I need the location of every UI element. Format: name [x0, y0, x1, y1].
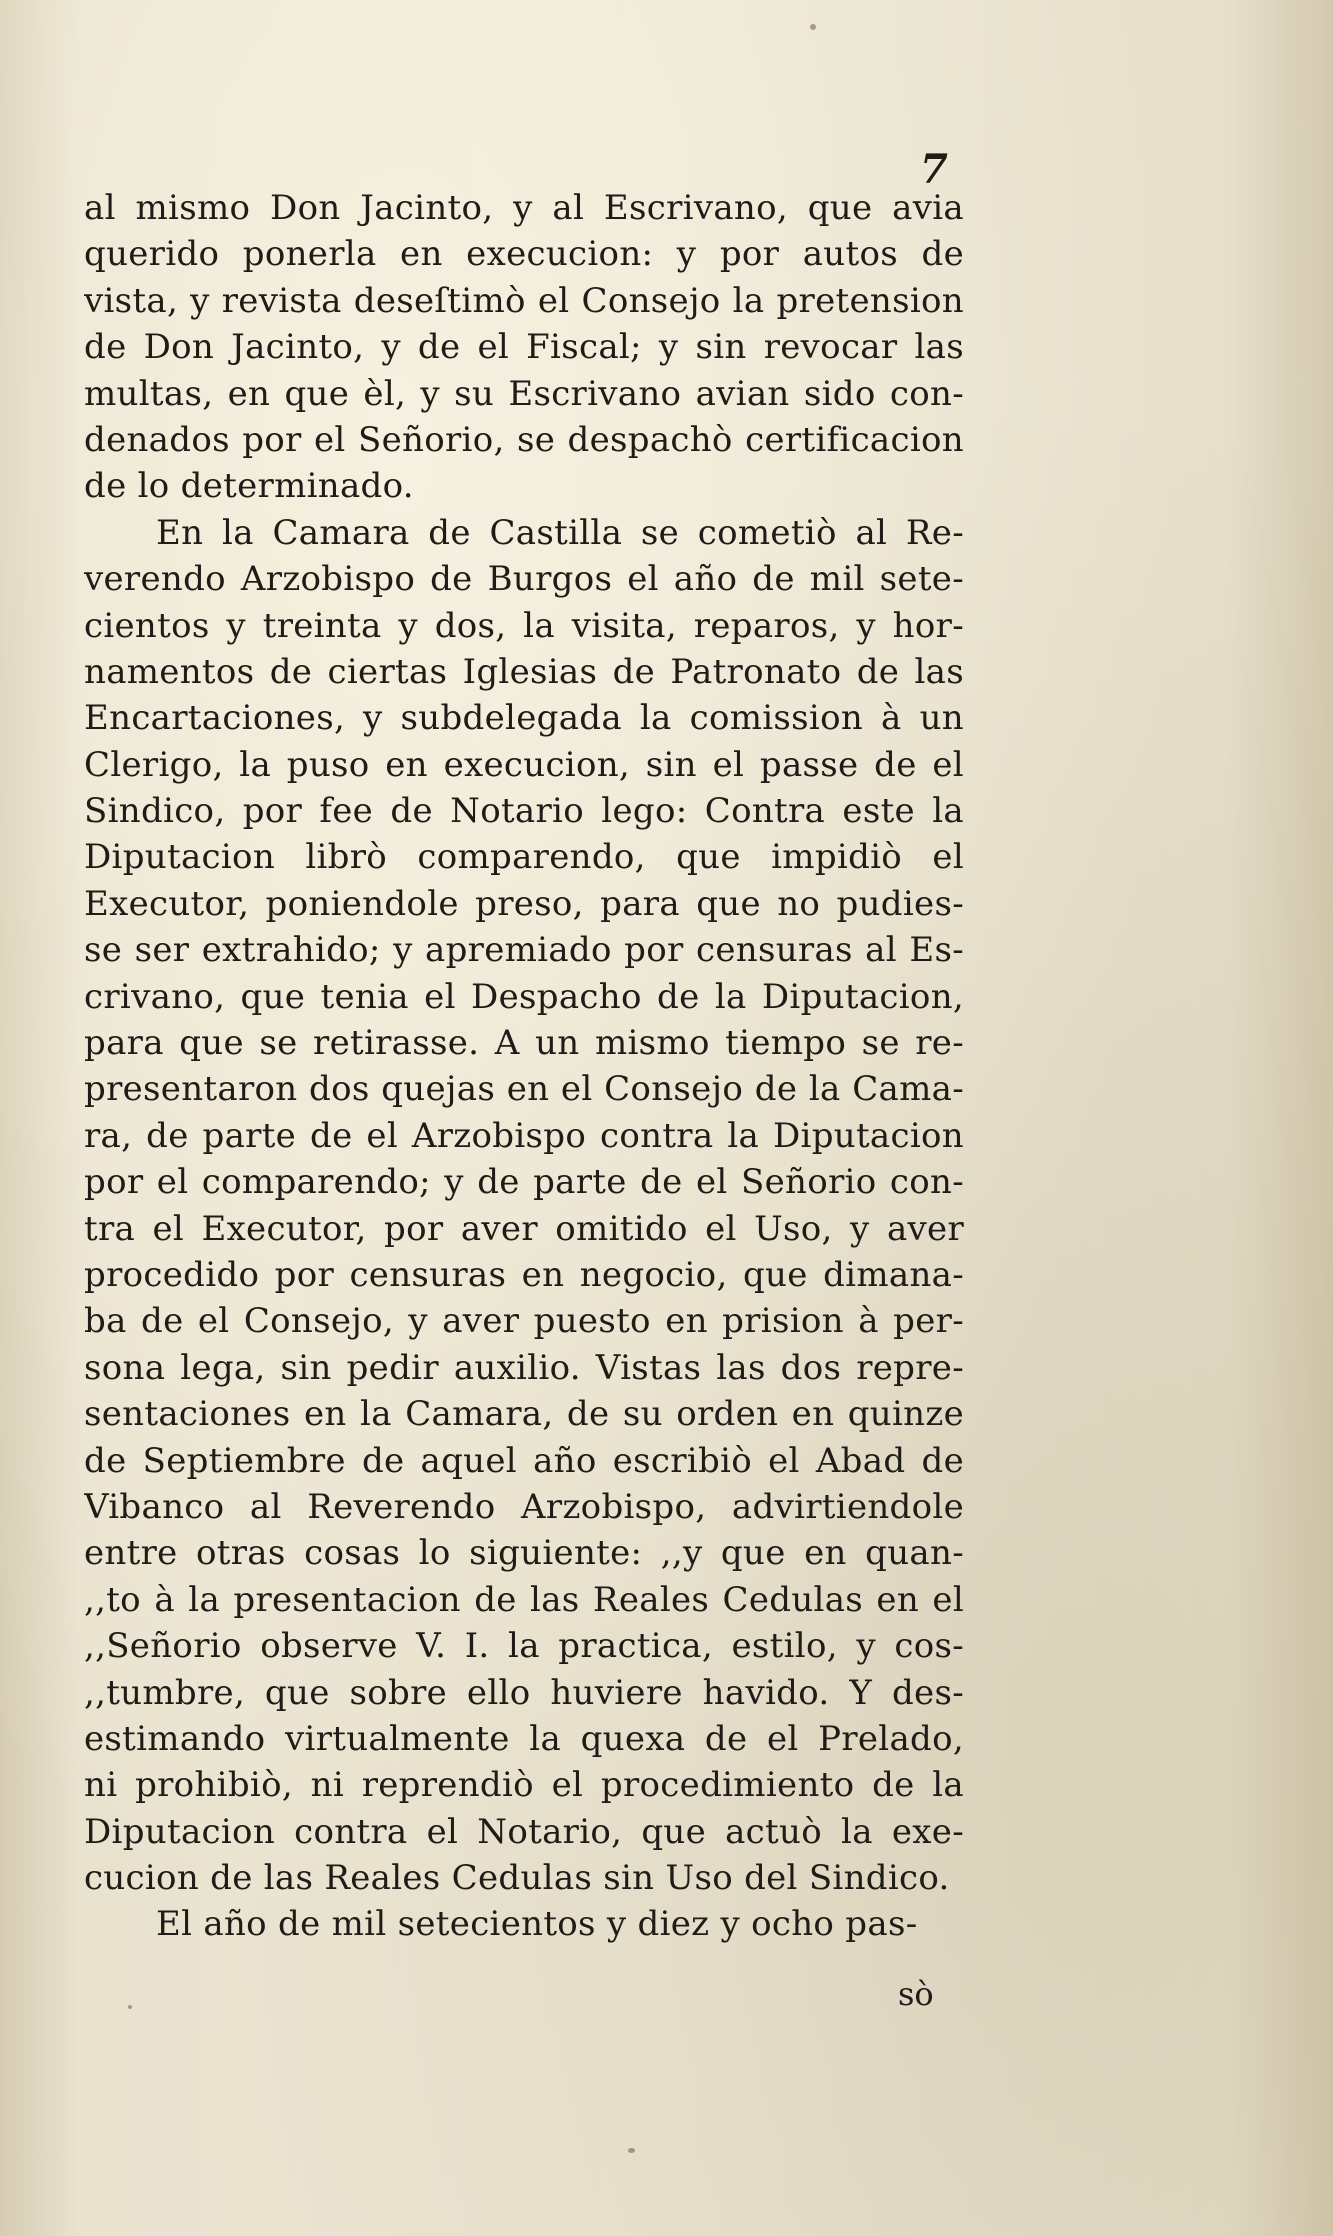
text-line: entre otras cosas lo siguiente: ,,y que en quan-: [84, 1533, 964, 1574]
text-line: cientos y treinta y dos, la visita, reparos, y hor-: [84, 605, 964, 646]
text-line: ,,tumbre, que sobre ello huviere havido. Y des-: [84, 1672, 964, 1713]
text-line: sona lega, sin pedir auxilio. Vistas las dos repre-: [84, 1347, 964, 1388]
text-line: al mismo Don Jacinto, y al Escrivano, que avia: [84, 188, 964, 228]
text-line: querido ponerla en execucion: y por autos de: [84, 234, 964, 275]
text-line: crivano, que tenia el Despacho de la Diputacion,: [84, 976, 964, 1017]
text-line: procedido por censuras en negocio, que dimana-: [84, 1254, 964, 1295]
text-line: tra el Executor, por aver omitido el Uso, y aver: [84, 1208, 964, 1249]
text-line: Diputacion contra el Notario, que actuò la exe-: [84, 1811, 964, 1852]
text-line: por el comparendo; y de parte de el Señorio con-: [84, 1162, 964, 1203]
text-line: Diputacion librò comparendo, que impidiò el: [84, 837, 964, 878]
page-number: 7: [920, 146, 948, 193]
text-line: de Don Jacinto, y de el Fiscal; y sin revocar las: [84, 327, 964, 368]
text-line: estimando virtualmente la quexa de el Prelado,: [84, 1718, 964, 1759]
text-line: ,,Señorio observe V. I. la practica, estilo, y cos-: [84, 1626, 964, 1667]
text-line: para que se retirasse. A un mismo tiempo se re-: [84, 1023, 964, 1064]
text-line: Clerigo, la puso en execucion, sin el passe de el: [84, 744, 964, 785]
text-line: ,,to à la presentacion de las Reales Cedulas en el: [84, 1579, 964, 1620]
text-line: namentos de ciertas Iglesias de Patronato de las: [84, 651, 964, 692]
text-line: verendo Arzobispo de Burgos el año de mil sete-: [84, 559, 964, 600]
text-line: ra, de parte de el Arzobispo contra la Diputacion: [84, 1115, 964, 1156]
text-line: vista, y revista deseſtimò el Consejo la pretension: [84, 280, 964, 321]
text-line: Executor, poniendole preso, para que no pudies-: [84, 883, 964, 924]
text-line: ni prohibiò, ni reprendiò el procedimiento de la: [84, 1765, 964, 1806]
text-line: Vibanco al Reverendo Arzobispo, advirtiendole: [84, 1486, 964, 1527]
text-line: Sindico, por fee de Notario lego: Contra este la: [84, 791, 964, 832]
text-line: multas, en que èl, y su Escrivano avian sido con-: [84, 373, 964, 414]
text-line: ba de el Consejo, y aver puesto en prision à per-: [84, 1301, 964, 1342]
paper-speck: [128, 2005, 132, 2009]
text-line: En la Camara de Castilla se cometiò al Re-: [156, 512, 964, 553]
text-line: denados por el Señorio, se despachò certificacion: [84, 419, 964, 460]
text-line: se ser extrahido; y apremiado por censuras al Es-: [84, 930, 964, 971]
catchword: sò: [898, 1975, 934, 2013]
text-line: Encartaciones, y subdelegada la comission à un: [84, 698, 964, 739]
text-line: El año de mil setecientos y diez y ocho pas-: [156, 1904, 918, 1945]
text-line: cucion de las Reales Cedulas sin Uso del Sindico.: [84, 1858, 950, 1899]
text-line: de lo determinado.: [84, 466, 414, 507]
paper-speck: [810, 24, 816, 30]
paper-speck: [628, 2148, 635, 2153]
text-line: de Septiembre de aquel año escribiò el Abad de: [84, 1440, 964, 1481]
text-line: sentaciones en la Camara, de su orden en quinze: [84, 1394, 964, 1435]
body-text: [84, 185, 964, 1948]
text-line: presentaron dos quejas en el Consejo de la Cama-: [84, 1069, 964, 1110]
